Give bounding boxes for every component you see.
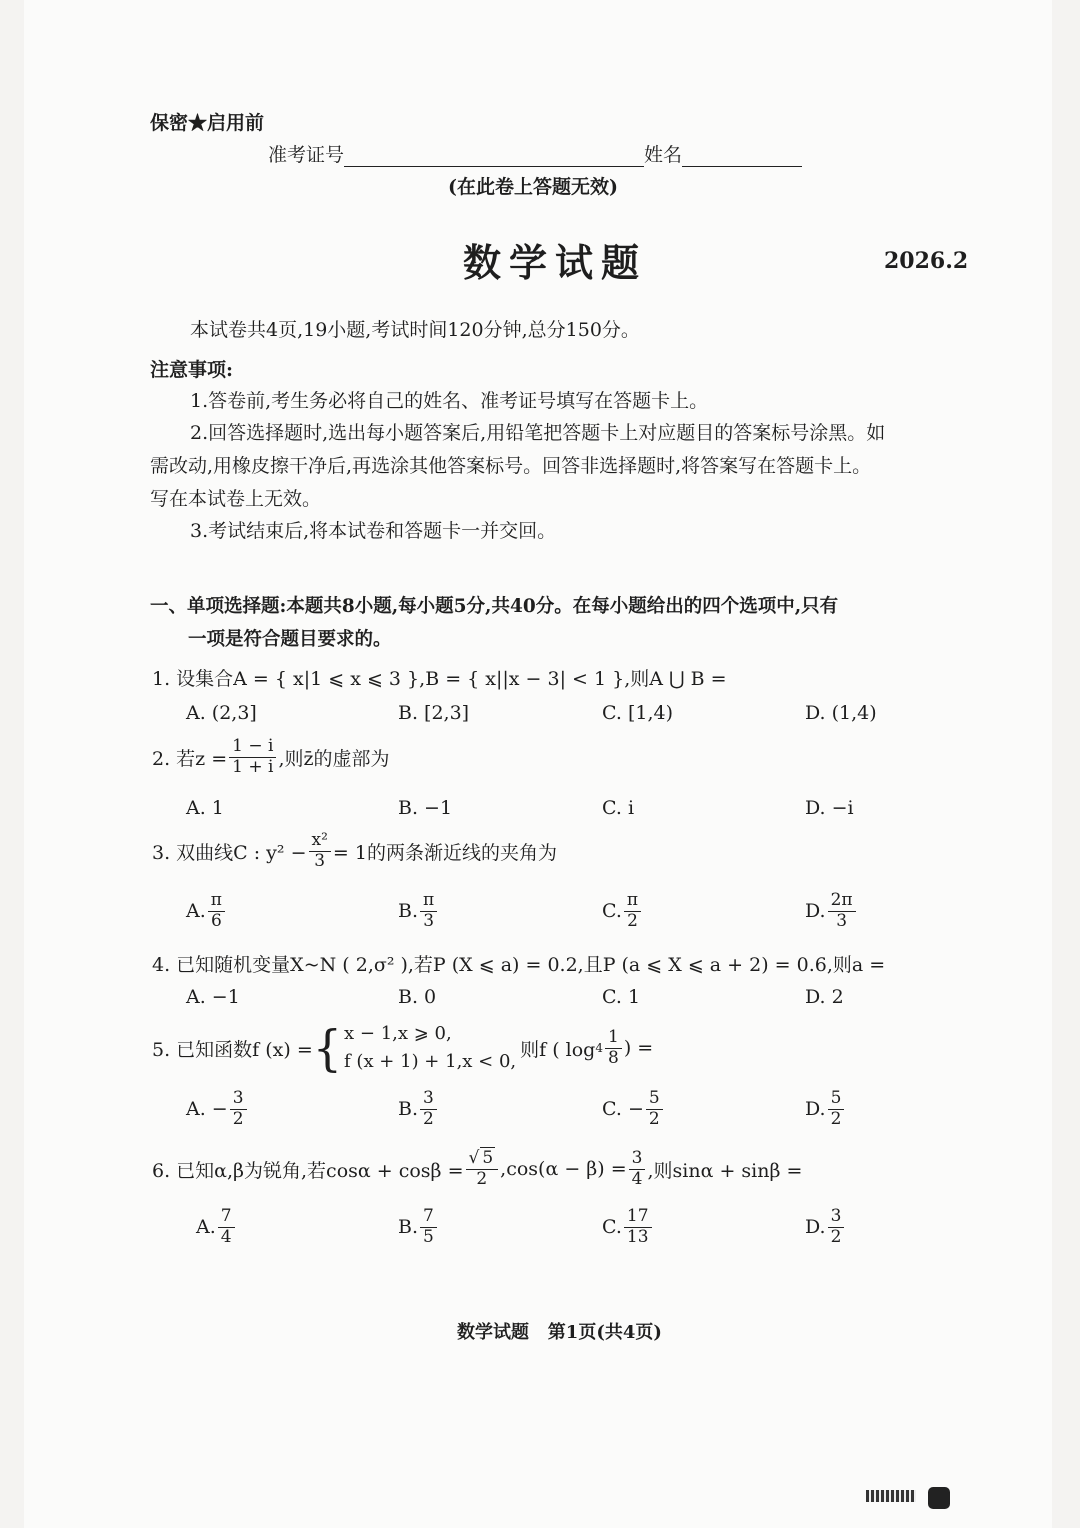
- q4-option-c: C. 1: [602, 986, 641, 1008]
- q6-fraction-2: $\frac{3}{4}$: [629, 1150, 646, 1189]
- answer-notice: (在此卷上答题无效): [448, 176, 618, 198]
- q6-fraction-1: $\frac{√ 5}{2}$: [466, 1150, 499, 1189]
- question-6-stem: [152, 1150, 802, 1189]
- q1-option-d: D. (1,4): [805, 702, 877, 724]
- q6-option-a: A. $\frac{7}{4}$: [196, 1208, 237, 1247]
- exam-intro: 本试卷共4页,19小题,考试时间120分钟,总分150分。: [190, 319, 640, 341]
- exam-date: 2026.2: [884, 248, 969, 274]
- note-line-3: 需改动,用橡皮擦干净后,再选涂其他答案标号。回答非选择题时,将答案写在答题卡上。: [150, 455, 872, 477]
- q3-option-d: D. $\frac{2\pi}{3}$: [805, 892, 858, 931]
- q5-option-b: B. $\frac{3}{2}$: [398, 1090, 439, 1129]
- question-4-stem: 4. 已知随机变量X~N ( 2,σ² ),若P (X ⩽ a) = 0.2,且P (a ⩽ X ⩽ a + 2) = 0.6,则a =: [152, 954, 886, 976]
- note-line-1: 1.答卷前,考生务必将自己的姓名、准考证号填写在答题卡上。: [190, 390, 709, 412]
- question-1-stem: 1. 设集合A = { x|1 ⩽ x ⩽ 3 },B = { x||x − 3| < 1 },则A ⋃ B =: [152, 668, 727, 690]
- exam-id-label: 准考证号: [268, 144, 345, 166]
- q6-middle: ,cos(α − β) =: [500, 1158, 627, 1181]
- exam-id-row: [268, 140, 802, 167]
- logo-watermark-icon: [928, 1487, 950, 1509]
- q4-option-a: A. −1: [186, 986, 240, 1008]
- q3-prefix: 3. 双曲线C : y² −: [152, 841, 307, 864]
- q1-option-a: A. (2,3]: [186, 702, 257, 724]
- q5-fraction: $\frac{1}{8}$: [605, 1029, 622, 1068]
- section-heading-line-2: 一项是符合题目要求的。: [188, 629, 392, 650]
- name-label: 姓名: [644, 144, 683, 166]
- q1-option-b: B. [2,3]: [398, 702, 470, 724]
- q3-fraction: [309, 832, 331, 871]
- section-heading-line-1: 一、单项选择题:本题共8小题,每小题5分,共40分。在每小题给出的四个选项中,只有: [150, 596, 839, 617]
- q2-option-b: B. −1: [398, 797, 453, 819]
- page-title: 数学试题: [463, 240, 648, 285]
- question-3-stem: [152, 832, 557, 871]
- name-blank: [682, 148, 802, 167]
- q5-log-text: 则f ( log: [520, 1038, 596, 1061]
- q2-numerator: 1 − i: [229, 738, 276, 758]
- piecewise-brace: {: [312, 1019, 343, 1077]
- q6-option-c: C. $\frac{17}{13}$: [602, 1208, 654, 1247]
- q5-suffix: ) =: [623, 1037, 654, 1059]
- q2-option-c: C. i: [602, 797, 635, 819]
- q4-option-b: B. 0: [398, 986, 437, 1008]
- exam-id-blank: [344, 148, 644, 167]
- q5-case-1: x − 1,x ⩾ 0,: [344, 1023, 452, 1044]
- q5-log-base: 4: [595, 1041, 603, 1055]
- q6-prefix: 6. 已知α,β为锐角,若cosα + cosβ =: [152, 1159, 464, 1182]
- q2-denominator: 1 + i: [232, 756, 274, 777]
- q6-option-b: B. $\frac{7}{5}$: [398, 1208, 439, 1247]
- q2-fraction: [229, 738, 276, 777]
- q5-prefix: 5. 已知函数f (x) =: [152, 1038, 313, 1061]
- q3-option-a: A. $\frac{\pi}{6}$: [186, 892, 227, 931]
- q5-option-c: C. − $\frac{5}{2}$: [602, 1090, 665, 1129]
- q1-option-c: C. [1,4): [602, 702, 673, 724]
- q3-option-b: B. $\frac{\pi}{3}$: [398, 892, 439, 931]
- page-footer: 数学试题 第1页(共4页): [457, 1322, 662, 1343]
- q5-option-a: A. − $\frac{3}{2}$: [186, 1090, 249, 1129]
- q2-suffix: ,则z̄的虚部为: [278, 747, 390, 770]
- q6-option-d: D. $\frac{3}{2}$: [805, 1208, 846, 1247]
- q3-numerator: x²: [309, 832, 331, 852]
- question-5-stem: [152, 1020, 653, 1076]
- note-line-2: 2.回答选择题时,选出每小题答案后,用铅笔把答题卡上对应题目的答案标号涂黑。如: [190, 422, 886, 444]
- q2-option-a: A. 1: [186, 797, 224, 819]
- confidential-label: 保密★启用前: [150, 112, 265, 134]
- note-line-5: 3.考试结束后,将本试卷和答题卡一并交回。: [190, 520, 557, 542]
- q3-option-c: C. $\frac{\pi}{2}$: [602, 892, 643, 931]
- q5-piecewise: [344, 1020, 516, 1076]
- q6-root: 5: [482, 1148, 494, 1168]
- qr-watermark-icon: [866, 1490, 916, 1502]
- q5-case-2: f (x + 1) + 1,x < 0,: [344, 1051, 517, 1072]
- notes-heading: 注意事项:: [150, 359, 234, 381]
- q3-suffix: = 1的两条渐近线的夹角为: [332, 841, 557, 864]
- note-line-4: 写在本试卷上无效。: [150, 488, 322, 510]
- q6-suffix: ,则sinα + sinβ =: [647, 1159, 803, 1182]
- q2-option-d: D. −i: [805, 797, 854, 819]
- q5-option-d: D. $\frac{5}{2}$: [805, 1090, 846, 1129]
- q4-option-d: D. 2: [805, 986, 844, 1008]
- question-2-stem: [152, 738, 390, 777]
- q3-denominator: 3: [314, 850, 326, 871]
- q2-prefix: 2. 若z =: [152, 747, 228, 770]
